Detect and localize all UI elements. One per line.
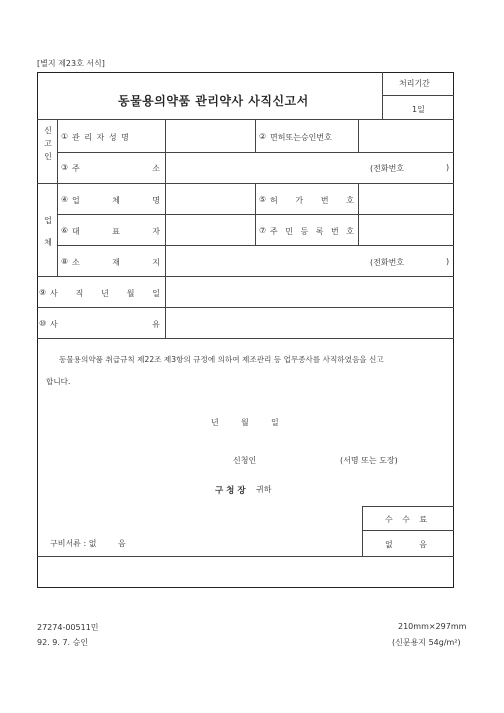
applicant-section-label: 신 고 인 xyxy=(44,126,52,161)
applicant-phone-close: ) xyxy=(446,163,450,172)
processing-period-label: 처리기간 xyxy=(399,79,430,88)
resign-date-field[interactable] xyxy=(166,277,453,306)
statement-line-1: 동물용의약품 취급규칙 제22조 제3항의 규정에 의하여 제조관리 등 업무종사를 사직하였음을 신고 xyxy=(59,355,384,364)
company-name-number: ④ xyxy=(61,195,69,204)
address-label: 주 소 xyxy=(72,164,160,173)
location-label: 소 재 지 xyxy=(72,258,160,267)
business-phone-close: ) xyxy=(446,257,450,266)
footer-approval: 92. 9. 7. 승인 xyxy=(37,638,89,647)
reason-number: ⑩ xyxy=(39,319,47,328)
manager-name-field[interactable] xyxy=(166,120,254,151)
location-number: ⑧ xyxy=(61,257,69,266)
footer-paper-type: (신문용지 54g/m²) xyxy=(392,638,461,647)
applicant-phone-label: (전화번호 xyxy=(370,164,405,173)
recipient-name: 구 청 장 xyxy=(215,486,246,496)
fee-value: 없 음 xyxy=(385,540,427,549)
recipient-suffix: 귀하 xyxy=(256,485,272,494)
address-number: ③ xyxy=(61,163,69,172)
permit-number-label: 허 가 번 호 xyxy=(270,196,354,205)
processing-period-value: 1일 xyxy=(412,105,425,114)
resign-date-label: 사 직 년 월 일 xyxy=(50,289,160,298)
company-name-field[interactable] xyxy=(166,184,254,213)
form-title: 동물용의약품 관리약사 사직신고서 xyxy=(118,94,309,108)
manager-name-label: 관 리 자 성 명 xyxy=(72,133,130,142)
business-section-label: 업 체 xyxy=(44,216,52,247)
statement-line-2: 합니다. xyxy=(46,377,71,386)
resident-number-label: 주 민 등 록 번 호 xyxy=(270,227,354,236)
reason-label: 사 유 xyxy=(50,320,160,329)
license-number-field[interactable] xyxy=(359,120,453,151)
license-number-number: ② xyxy=(259,132,267,141)
manager-name-number: ① xyxy=(61,132,69,141)
resident-number-field[interactable] xyxy=(359,215,453,244)
reason-field[interactable] xyxy=(166,308,453,337)
address-field[interactable] xyxy=(166,153,366,182)
date-year-label: 년 xyxy=(211,418,219,427)
applicant-sign-hint: (서명 또는 도장) xyxy=(340,456,398,465)
footer-form-code: 27274-00511민 xyxy=(37,623,99,632)
footer-paper-size: 210mm×297mm xyxy=(398,622,467,631)
representative-number: ⑥ xyxy=(61,226,69,235)
required-documents-value: 음 xyxy=(118,539,126,548)
required-documents-label: 구비서류 : 없 xyxy=(50,539,97,548)
date-month-label: 월 xyxy=(241,418,249,427)
applicant-sign-label: 신청인 xyxy=(233,456,257,465)
resign-date-number: ⑨ xyxy=(39,288,47,297)
representative-label: 대 표 자 xyxy=(72,227,160,236)
location-field[interactable] xyxy=(166,246,366,275)
company-name-label: 업 체 명 xyxy=(72,196,160,205)
business-phone-label: (전화번호 xyxy=(370,258,405,267)
resident-number-number: ⑦ xyxy=(259,226,267,235)
form-number: [별지 제23호 서식] xyxy=(37,59,105,68)
permit-number-number: ⑤ xyxy=(259,195,267,204)
representative-field[interactable] xyxy=(166,215,254,244)
fee-label: 수 수 료 xyxy=(385,515,427,524)
date-day-label: 일 xyxy=(271,418,279,427)
license-number-label: 면허또는승인번호 xyxy=(270,133,332,142)
permit-number-field[interactable] xyxy=(359,184,453,213)
